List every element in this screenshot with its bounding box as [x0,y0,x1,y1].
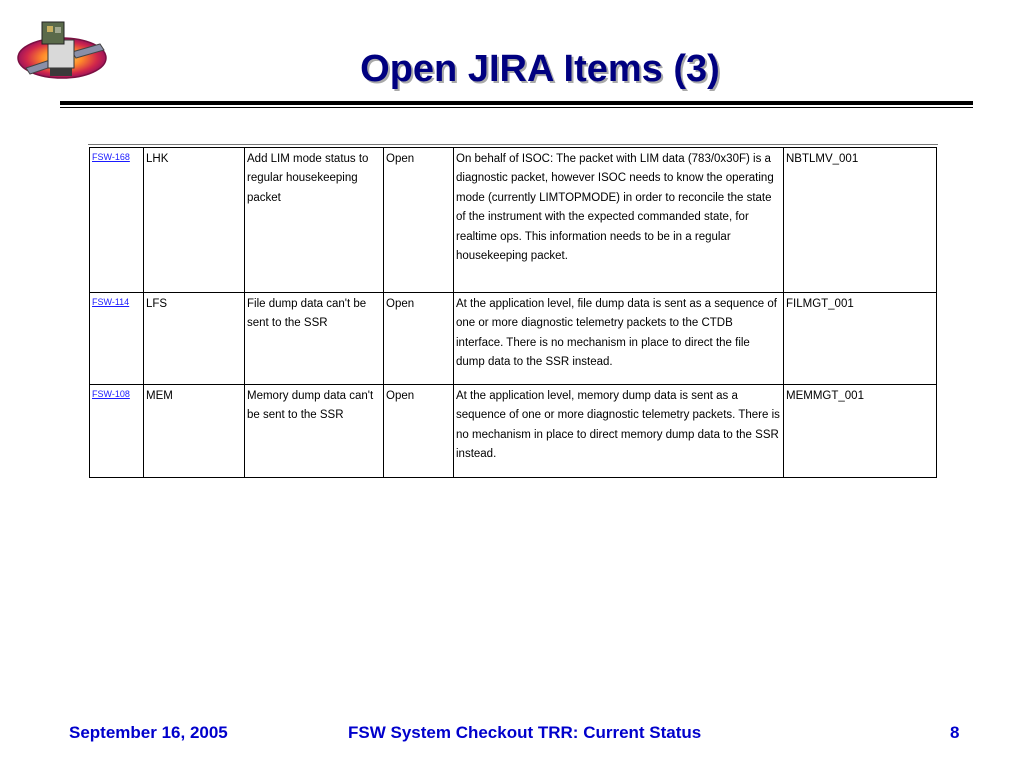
reference-cell: FILMGT_001 [784,293,937,385]
issue-id-cell[interactable] [90,293,144,385]
footer-presentation-title: FSW System Checkout TRR: Current Status [348,723,702,742]
table-top-rule [88,144,938,145]
title-divider-thin [60,107,973,108]
satellite-logo-icon [14,14,114,86]
subsystem-cell: LHK [144,148,245,293]
table-row [90,385,937,478]
status-cell: Open [384,385,454,478]
issue-link[interactable]: FSW-108 [92,389,130,399]
page-number: 8 [950,723,960,742]
description-cell: At the application level, memory dump data is sent as a sequence of one or more diagnostic telemetry packets. There is no mechanism in place to direct memory dump data to the SSR instead. [454,385,784,478]
footer-date: September 16, 2005 [69,723,228,742]
reference-cell: MEMMGT_001 [784,385,937,478]
status-cell: Open [384,293,454,385]
subsystem-cell: LFS [144,293,245,385]
issue-link[interactable]: FSW-114 [92,297,130,307]
issue-link[interactable]: FSW-168 [92,152,130,162]
summary-cell: File dump data can't be sent to the SSR [245,293,384,385]
issue-id-cell[interactable] [90,385,144,478]
summary-cell: Add LIM mode status to regular housekeeping packet [245,148,384,293]
summary-cell: Memory dump data can't be sent to the SSR [245,385,384,478]
jira-items-table [89,147,937,478]
issue-id-cell[interactable] [90,148,144,293]
table-row [90,148,937,293]
slide-title: Open JIRA Items (3) [360,48,720,90]
status-cell: Open [384,148,454,293]
subsystem-cell: MEM [144,385,245,478]
description-cell: On behalf of ISOC: The packet with LIM data (783/0x30F) is a diagnostic packet, however ISOC needs to know the operating mode (currently LIMTOPMODE) in order to reconcile the state of the instrument with the expected commanded state, for realtime ops. This information needs to be in a regular housekeeping packet. [454,148,784,293]
title-divider-thick [60,101,973,105]
description-cell: At the application level, file dump data is sent as a sequence of one or more diagnostic telemetry packets to the CTDB interface. There is no mechanism in place to direct the file dump data to the SSR instead. [454,293,784,385]
table-row [90,293,937,385]
reference-cell: NBTLMV_001 [784,148,937,293]
